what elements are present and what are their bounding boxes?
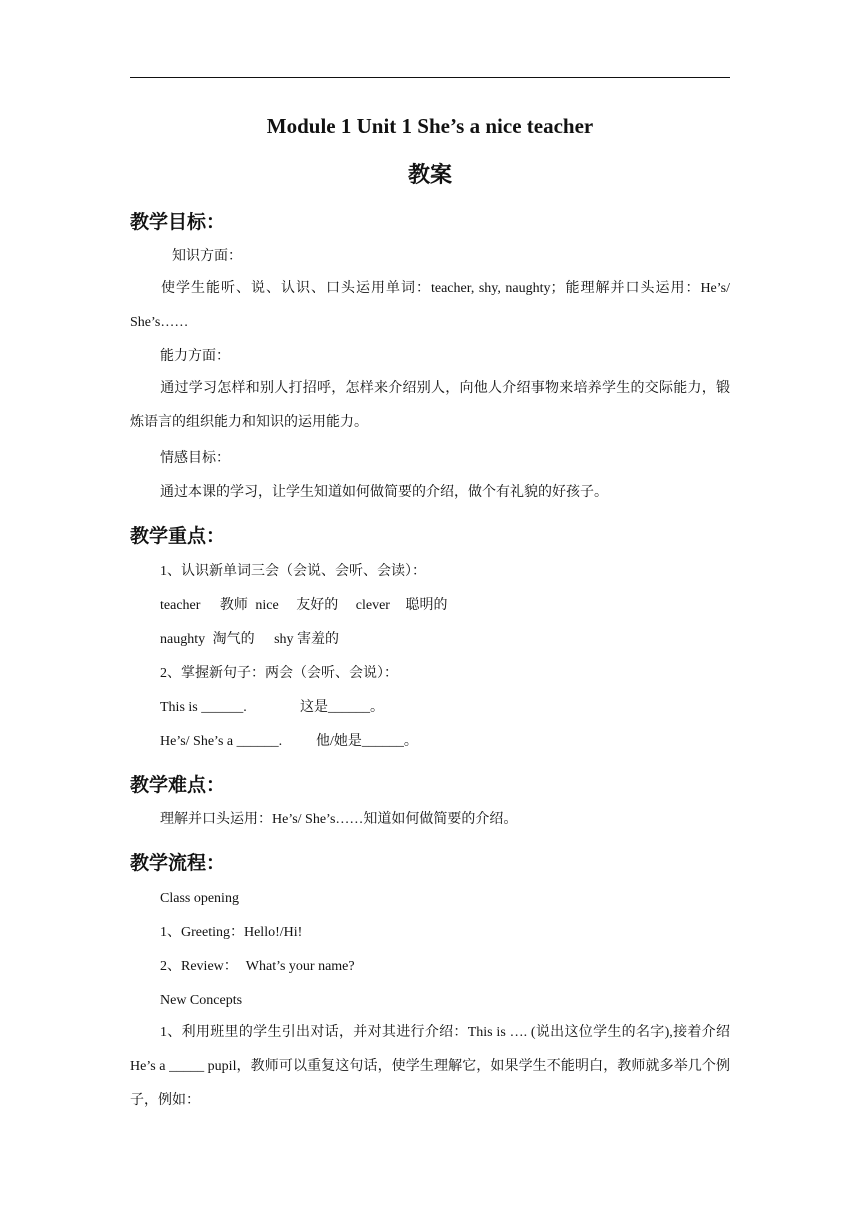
emotion-label: 情感目标： (160, 451, 230, 466)
sentence-2-cn: 他/她是______。 (316, 734, 418, 749)
word-cn: 聪明的 (405, 598, 448, 613)
header-rule (130, 77, 730, 78)
review-line (160, 957, 355, 977)
key-item-2: 2、掌握新句子：两会（会听、会说）： (160, 666, 398, 681)
sentence-1-cn: 这是______。 (300, 700, 384, 715)
words-row-2 (160, 630, 339, 650)
document-subtitle: 教案 (407, 162, 452, 187)
greeting-line: 1、Greeting：Hello!/Hi! (160, 925, 303, 940)
ability-paragraph (130, 372, 730, 440)
difficulties-text: 理解并口头运用：He’s/ She’s……知道如何做简要的介绍。 (160, 812, 518, 827)
step-1-paragraph (130, 1016, 730, 1118)
word-en: nice (255, 598, 279, 613)
word-cn: 教师 (219, 598, 248, 613)
key-points-heading: 教学重点： (130, 526, 226, 547)
sentence-1-en: This is ______. (160, 700, 247, 715)
word-en: shy (274, 632, 294, 647)
review-text: What’s your name? (245, 959, 355, 974)
knowledge-label: 知识方面： (172, 249, 242, 264)
process-heading: 教学流程： (130, 853, 226, 874)
class-opening: Class opening (160, 891, 239, 906)
words-row-1 (160, 596, 447, 616)
new-concepts: New Concepts (160, 993, 243, 1008)
word-cn: 淘气的 (212, 632, 255, 647)
document-title: Module 1 Unit 1 She’s a nice teacher (266, 114, 594, 138)
word-en: naughty (160, 632, 206, 647)
word-cn: 友好的 (296, 598, 339, 613)
sentence-2-en: He’s/ She’s a ______. (160, 734, 283, 749)
knowledge-paragraph (130, 272, 730, 340)
ability-label: 能力方面： (160, 349, 230, 364)
goals-heading: 教学目标： (130, 212, 226, 233)
review-label: 2、Review： (160, 959, 238, 974)
word-cn: 害羞的 (297, 632, 340, 647)
word-en: clever (355, 598, 390, 613)
step-1-text: 1、利用班里的学生引出对话，并对其进行介绍：This is …. (说出这位学生的名字),接着介绍 He’s a _____ pupil，教师可以重复这句话，使学生理解它，如果学生不能明白，教师就多举几个例子，例如： (130, 1025, 730, 1108)
knowledge-text: 使学生能听、说、认识、口头运用单词：teacher, shy, naughty；能理解并口头运用：He’s/ She’s…… (130, 281, 730, 330)
emotion-text: 通过本课的学习，让学生知道如何做简要的介绍，做个有礼貌的好孩子。 (160, 485, 608, 500)
word-en: teacher (160, 598, 201, 613)
ability-text: 通过学习怎样和别人打招呼，怎样来介绍别人，向他人介绍事物来培养学生的交际能力，锻炼语言的组织能力和知识的运用能力。 (130, 381, 730, 430)
difficulties-heading: 教学难点： (130, 775, 226, 796)
key-item-1: 1、认识新单词三会（会说、会听、会读）： (160, 564, 426, 579)
